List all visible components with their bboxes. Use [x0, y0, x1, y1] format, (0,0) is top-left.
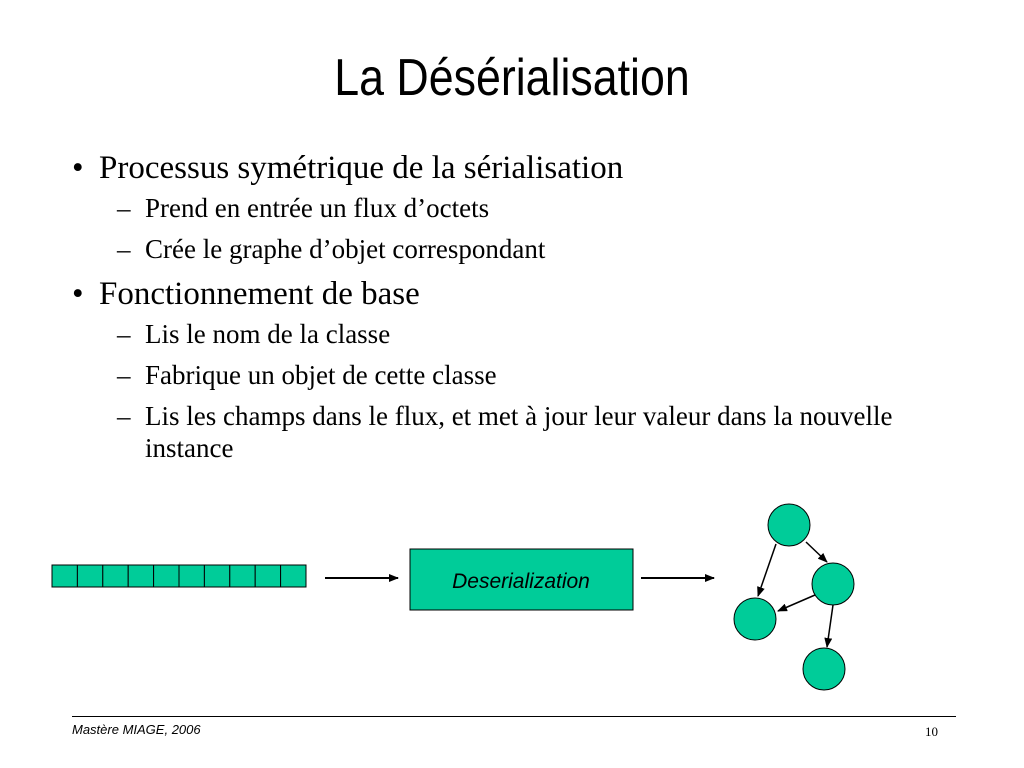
graph-node — [768, 504, 810, 546]
sub-bullet-marker: – — [117, 193, 131, 223]
sub-bullet-text: Crée le graphe d’objet correspondant — [145, 234, 546, 264]
footer-divider — [72, 716, 956, 717]
sub-bullet-marker: – — [117, 319, 131, 349]
byte-cell — [128, 565, 153, 587]
sub-bullet-marker: – — [117, 401, 131, 431]
byte-cell — [255, 565, 280, 587]
byte-cell — [52, 565, 77, 587]
graph-edge — [827, 605, 833, 647]
byte-cell — [230, 565, 255, 587]
sub-bullet-text: Lis le nom de la classe — [145, 319, 391, 349]
byte-cell — [103, 565, 128, 587]
deserialization-label: Deserialization — [452, 570, 590, 593]
byte-cell — [154, 565, 179, 587]
slide-title: La Désérialisation — [334, 49, 690, 107]
sub-bullet-text: Prend en entrée un flux d’octets — [145, 193, 490, 223]
sub-bullet-text: Fabrique un objet de cette classe — [145, 360, 497, 390]
graph-node — [812, 563, 854, 605]
sub-bullet-marker: – — [117, 360, 131, 390]
graph-edge — [806, 542, 827, 562]
byte-stream — [52, 565, 306, 587]
byte-cell — [77, 565, 102, 587]
graph-node — [734, 598, 776, 640]
graph-edge — [778, 595, 815, 611]
byte-cell — [281, 565, 306, 587]
page-number: 10 — [925, 724, 938, 739]
footer-label: Mastère MIAGE, 2006 — [72, 722, 201, 737]
bullet-text: Fonctionnement de base — [99, 276, 420, 312]
byte-cell — [179, 565, 204, 587]
graph-edge — [758, 544, 776, 596]
bullet-marker: • — [72, 276, 84, 312]
bullet-marker: • — [72, 150, 84, 186]
sub-bullet-text: Lis les champs dans le flux, et met à jour leur valeur dans la nouvelle instance — [145, 401, 893, 463]
bullet-text: Processus symétrique de la sérialisation — [99, 150, 624, 186]
graph-node — [803, 648, 845, 690]
sub-bullet-marker: – — [117, 234, 131, 264]
object-graph — [734, 504, 854, 690]
byte-cell — [204, 565, 229, 587]
